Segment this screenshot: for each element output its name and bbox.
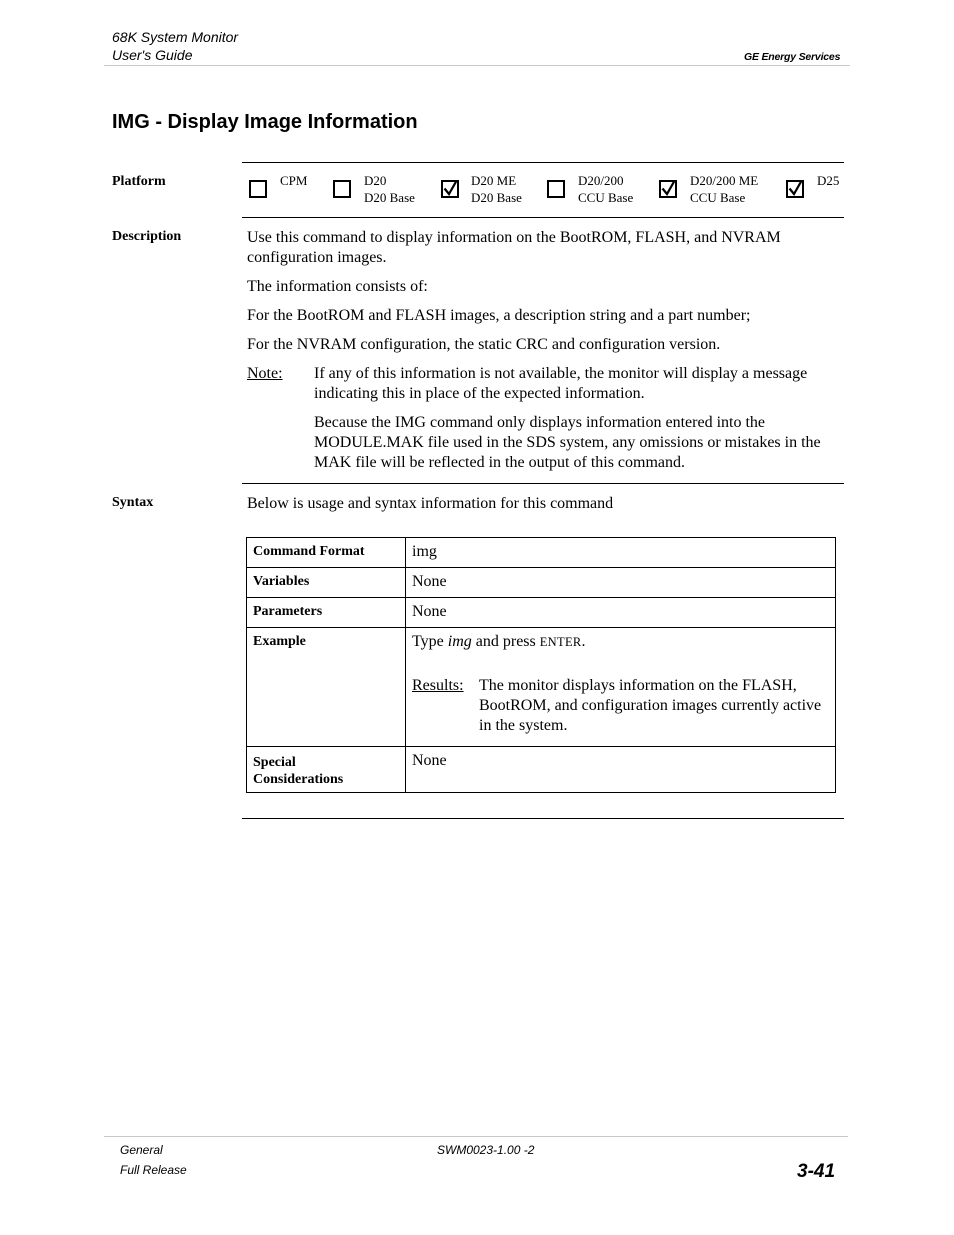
checkbox-unchecked-icon: [249, 180, 267, 198]
footer-release: Full Release: [120, 1163, 187, 1177]
company-name: GE Energy Services: [744, 51, 841, 63]
platform-item-sublabel: D20 Base: [471, 190, 522, 205]
platform-item-sublabel: CCU Base: [690, 190, 746, 205]
example-key: ENTER: [539, 635, 582, 649]
description-paragraph: For the BootROM and FLASH images, a description string and a part number;: [247, 307, 751, 324]
description-paragraph: Use this command to display information on the BootROM, FLASH, and NVRAM configuration images.: [247, 229, 781, 266]
note-label: Note:: [247, 365, 283, 382]
syntax-table: [246, 537, 836, 793]
platform-label: Platform: [112, 174, 166, 189]
checkbox-unchecked-icon: [333, 180, 351, 198]
platform-item-sublabel: D20 Base: [364, 190, 415, 205]
results-text: The monitor displays information on the FLASH, BootROM, and configuration images currently active in the system.: [479, 677, 822, 734]
example-results: [412, 676, 829, 736]
description-label: Description: [112, 229, 182, 244]
table-key: Variables: [247, 568, 406, 598]
table-row: [247, 598, 836, 628]
description-paragraph: For the NVRAM configuration, the static CRC and configuration version.: [247, 336, 721, 353]
example-text: and press: [471, 633, 540, 650]
syntax-intro: Below is usage and syntax information for this command: [247, 495, 614, 512]
footer-category: General: [120, 1143, 163, 1157]
platform-item-label: CPM: [280, 173, 308, 188]
note-text: Because the IMG command only displays information entered into the MODULE.MAK file used in the SDS system, any omissions or mistakes in the MAK file will be reflected in the output of this command.: [314, 414, 821, 471]
note-text: If any of this information is not available, the monitor will display a message indicating this in place of the expected information.: [314, 365, 808, 402]
syntax-bottom-rule: [242, 818, 844, 819]
platform-item-sublabel: CCU Base: [578, 190, 634, 205]
checkbox-checked-icon: [441, 180, 459, 198]
page-number: 3-41: [797, 1161, 836, 1182]
description-paragraph: The information consists of:: [247, 278, 428, 295]
table-row-special: [247, 747, 836, 793]
footer-divider: [104, 1136, 848, 1137]
table-row-example: [247, 628, 836, 747]
example-text: Type: [412, 633, 448, 650]
table-row: [247, 568, 836, 598]
header-divider: [104, 65, 850, 66]
checkbox-checked-icon: [659, 180, 677, 198]
table-row: [247, 538, 836, 568]
document-title-line2: User's Guide: [112, 47, 193, 63]
checkbox-checked-icon: [786, 180, 804, 198]
platform-item-label: D25: [817, 173, 840, 188]
table-value: None: [406, 598, 836, 628]
table-key: Parameters: [247, 598, 406, 628]
table-key: Example: [247, 628, 406, 747]
table-key-line: Considerations: [253, 772, 344, 787]
footer-doc-id: SWM0023-1.00 -2: [437, 1143, 535, 1157]
table-value: None: [406, 568, 836, 598]
example-text: .: [581, 633, 586, 650]
table-key: Command Format: [247, 538, 406, 568]
example-command: img: [447, 633, 472, 650]
platform-item-label: D20/200: [578, 173, 624, 188]
platform-item-label: D20/200 ME: [690, 173, 759, 188]
platform-item-label: D20: [364, 173, 387, 188]
table-value: img: [406, 538, 836, 568]
example-cell: [406, 628, 836, 747]
example-instruction: [412, 632, 829, 652]
platform-bottom-rule: [242, 217, 844, 218]
page-title: IMG - Display Image Information: [112, 111, 418, 133]
syntax-label: Syntax: [112, 495, 154, 510]
table-value: None: [406, 747, 836, 793]
footer-left: [120, 1140, 187, 1180]
checkbox-unchecked-icon: [547, 180, 565, 198]
description-bottom-rule: [242, 483, 844, 484]
results-label: Results:: [412, 677, 464, 694]
platform-item-label: D20 ME: [471, 173, 517, 188]
document-title: [112, 28, 238, 64]
table-key-line: Special: [253, 755, 296, 770]
table-key: [247, 747, 406, 793]
platform-top-rule: [242, 162, 844, 163]
document-title-line1: 68K System Monitor: [112, 29, 239, 45]
